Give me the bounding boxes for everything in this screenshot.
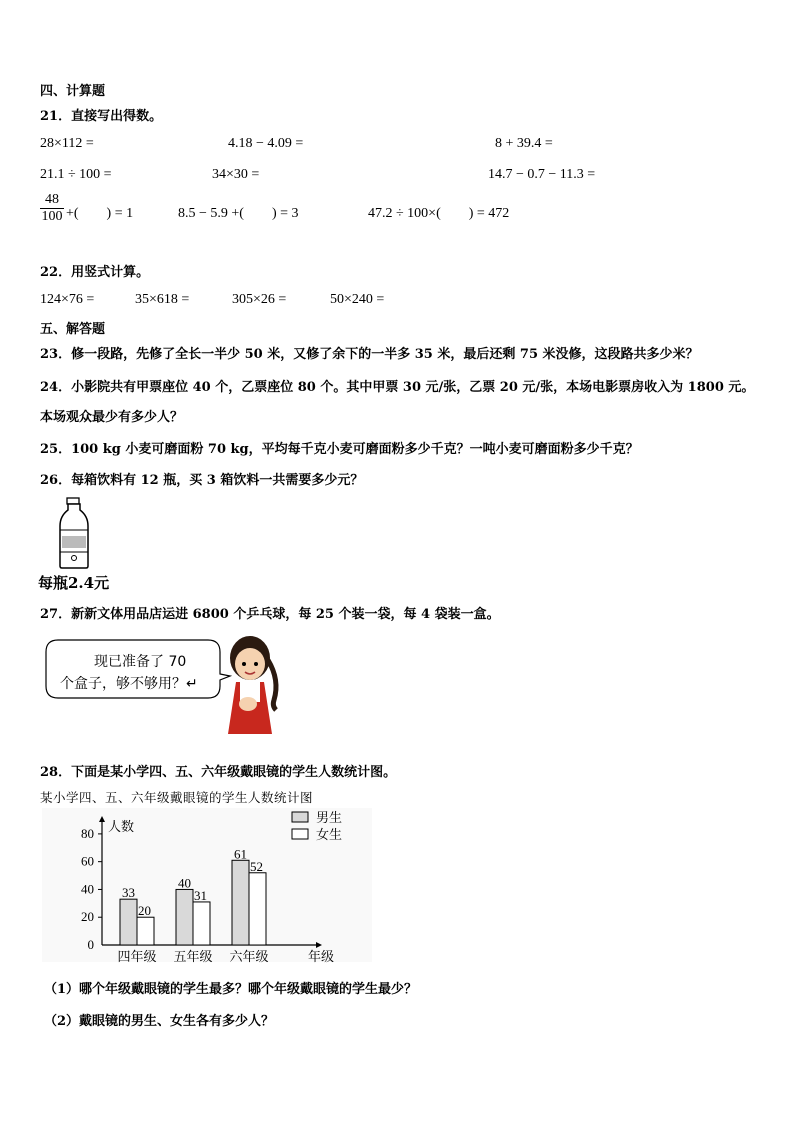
q21-expr: 8 + 39.4 = xyxy=(495,136,553,151)
fraction-numerator: 48 xyxy=(45,192,59,207)
y-tick-label: 20 xyxy=(81,909,94,925)
bar-boys xyxy=(176,889,193,945)
bar-value-label: 31 xyxy=(194,887,207,903)
bar-boys xyxy=(232,860,249,945)
bottle-price-label: 每瓶2.4元 xyxy=(38,574,110,592)
x-tick-label: 六年级 xyxy=(229,949,269,964)
bar-value-label: 40 xyxy=(178,875,191,891)
x-tick-label: 五年级 xyxy=(173,949,213,964)
q21-expr: +( ) = 1 xyxy=(66,206,134,221)
bottle-icon xyxy=(50,496,100,570)
q22-expr: 50×240 = xyxy=(330,292,385,307)
q21-title: 21．直接写出得数。 xyxy=(40,109,163,124)
y-tick-label: 80 xyxy=(81,825,94,841)
section-title-calc: 四、计算题 xyxy=(40,84,106,99)
legend-swatch xyxy=(292,812,308,822)
q22-expr: 124×76 = xyxy=(40,292,95,307)
q28-text: 28．下面是某小学四、五、六年级戴眼镜的学生人数统计图。 xyxy=(40,765,397,780)
legend-label: 女生 xyxy=(316,827,343,842)
q28-subquestion-1: （1）哪个年级戴眼镜的学生最多？哪个年级戴眼镜的学生最少？ xyxy=(44,982,418,997)
q24-text-line2: 本场观众最少有多少人？ xyxy=(40,410,184,425)
q22-expr: 35×618 = xyxy=(135,292,190,307)
x-tick-label: 四年级 xyxy=(117,949,157,964)
q21-expr: 34×30 = xyxy=(212,167,260,182)
x-axis-label: 年级 xyxy=(308,949,335,964)
bar-girls xyxy=(249,873,266,945)
q21-expr: 21.1 ÷ 100 = xyxy=(40,167,112,182)
fraction-denominator: 100 xyxy=(41,209,63,224)
q21-expr: 14.7 − 0.7 − 11.3 = xyxy=(488,167,596,182)
bar-boys xyxy=(120,899,137,945)
bar-value-label: 61 xyxy=(234,846,247,862)
q22-title: 22．用竖式计算。 xyxy=(40,265,150,280)
q23-text: 23．修一段路，先修了全长一半少 50 米，又修了余下的一半多 35 米，最后还剩 75 米没修，这段路共多少米？ xyxy=(40,347,699,362)
section-title-solve: 五、解答题 xyxy=(40,322,106,337)
bar-value-label: 33 xyxy=(122,885,135,901)
y-tick-label: 60 xyxy=(81,853,94,869)
q26-text: 26．每箱饮料有 12 瓶，买 3 箱饮料一共需要多少元？ xyxy=(40,473,364,488)
q25-text: 25．100 kg 小麦可磨面粉 70 kg，平均每千克小麦可磨面粉多少千克？一吨小麦可磨面粉多少千克？ xyxy=(40,442,639,457)
girl-icon xyxy=(218,630,288,740)
q28-subquestion-2: （2）戴眼镜的男生、女生各有多少人？ xyxy=(44,1014,275,1029)
fraction xyxy=(40,192,64,225)
q21-expr: 47.2 ÷ 100×( ) = 472 xyxy=(368,206,510,221)
speech-bubble-line1: 现已准备了 70 xyxy=(94,654,187,670)
q22-expr: 305×26 = xyxy=(232,292,287,307)
q24-text-line1: 24．小影院共有甲票座位 40 个，乙票座位 80 个。其中甲票 30 元/张，乙票 20 元/张，本场电影票房收入为 1800 元。 xyxy=(40,380,755,395)
speech-bubble-line2: 个盒子，够不够用？↵ xyxy=(60,676,198,692)
y-tick-label: 0 xyxy=(87,937,94,952)
bar-chart xyxy=(40,806,380,966)
bar-girls xyxy=(193,902,210,945)
speech-bubble xyxy=(42,636,232,706)
legend-label: 男生 xyxy=(316,810,343,825)
y-tick-label: 40 xyxy=(81,881,94,897)
y-axis-label: 人数 xyxy=(108,819,135,834)
q21-expr: 8.5 − 5.9 +( ) = 3 xyxy=(178,206,299,221)
bar-value-label: 52 xyxy=(250,858,263,874)
q21-expr: 4.18 − 4.09 = xyxy=(228,136,304,151)
bar-girls xyxy=(137,917,154,945)
bar-value-label: 20 xyxy=(138,903,151,919)
legend-swatch xyxy=(292,829,308,839)
q27-text: 27．新新文体用品店运进 6800 个乒乓球，每 25 个装一袋，每 4 袋装一盒。 xyxy=(40,607,500,622)
chart-title: 某小学四、五、六年级戴眼镜的学生人数统计图 xyxy=(40,790,314,805)
q21-expr: 28×112 = xyxy=(40,136,94,151)
